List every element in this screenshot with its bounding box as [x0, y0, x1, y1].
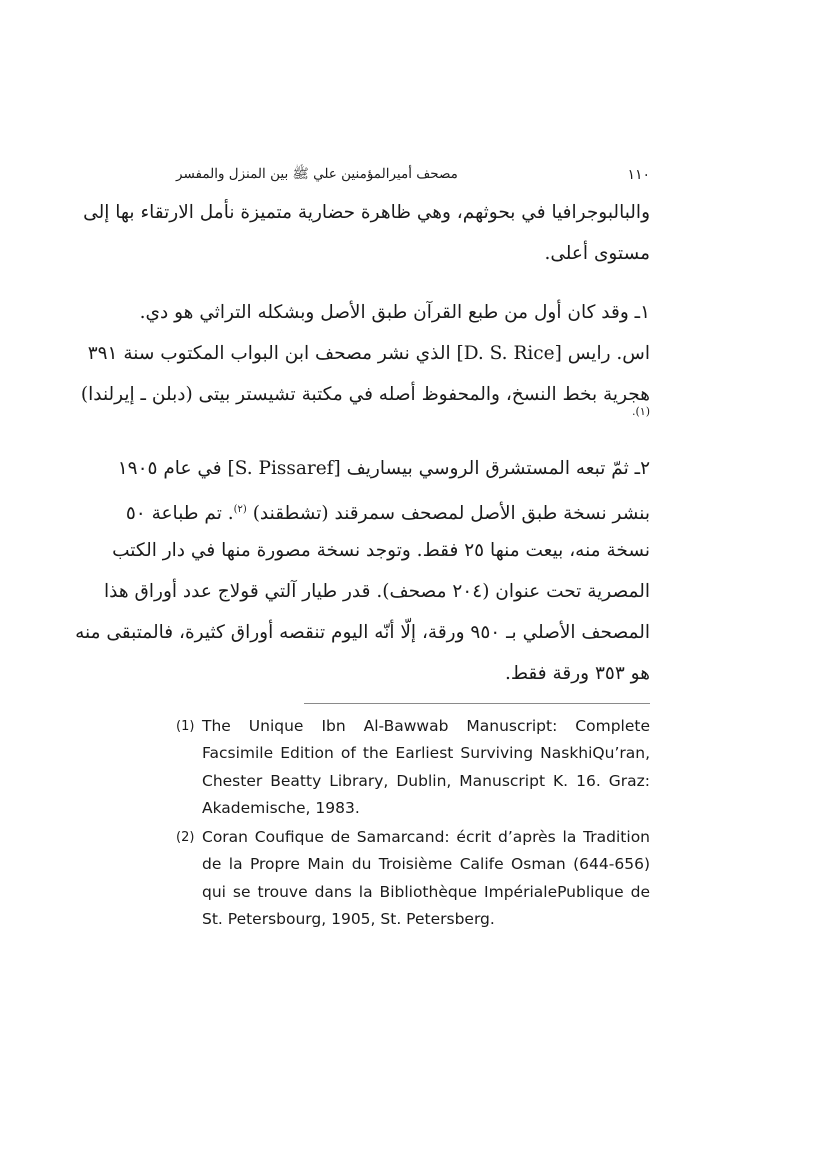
text-line: مستوى أعلى. — [544, 243, 650, 264]
text-line: نسخة منه، بيعت منها ٢٥ فقط. وتوجد نسخة مصورة منها في دار الكتب — [112, 540, 650, 561]
footnotes — [176, 713, 650, 935]
footnote-number: (1) — [176, 719, 195, 734]
text-line: المصرية تحت عنوان (٢٠٤ مصحف). قدر طيار آلتي قولاج عدد أوراق هذا — [104, 581, 650, 602]
footnote-text: The Unique Ibn Al-Bawwab Manuscript: Complete Facsimile Edition of the Earliest Surviving NaskhiQu’ran, Chester Beatty Library, Dublin, Manuscript K. 16. Graz: Akademische, 1983. — [202, 717, 650, 817]
text-line: ٢ـ ثمّ تبعه المستشرق الروسي بيساريف [S. Pissaref] في عام ١٩٠٥ — [117, 458, 650, 479]
text-line: والبالبوجرافيا في بحوثهم، وهي ظاهرة حضارية متميزة نأمل الارتقاء بها إلى — [83, 202, 650, 223]
footnote-text: Coran Coufique de Samarcand: écrit d’après la Tradition de la Propre Main du Troisième Calife Osman (644-656) qui se trouve dans la Bibliothèque ImpérialePublique de St. Petersbourg, 1905, St. Petersberg. — [202, 828, 650, 929]
intro-paragraph — [83, 192, 650, 274]
footnote-reference-1[interactable] — [632, 405, 650, 418]
footnote-1 — [176, 713, 650, 822]
footnote-separator — [304, 703, 650, 704]
running-title: مصحف أميرالمؤمنين علي ﷺ بين المنزل والمفسر — [176, 166, 458, 182]
running-header — [176, 162, 650, 188]
text-segment: بنشر نسخة طبق الأصل لمصحف سمرقند (تشطقند) — [252, 503, 650, 525]
footnote-2 — [176, 824, 650, 933]
text-line: هو ٣٥٣ ورقة فقط. — [504, 663, 650, 684]
text-segment: . تم طباعة ٥٠ — [125, 503, 234, 525]
text-line: اس. رايس [D. S. Rice] الذي نشر مصحف ابن البواب المكتوب سنة ٣٩١ — [87, 343, 650, 364]
page — [75, 0, 650, 1169]
footnote-number: (2) — [176, 830, 195, 846]
text-line: المصحف الأصلي بـ ٩٥٠ ورقة، إلّا أنّه اليوم تنقصه أوراق كثيرة، فالمتبقى منه — [75, 622, 650, 643]
paragraph-2 — [75, 448, 650, 694]
footnote-marker: (١) — [635, 405, 650, 418]
text-line: ١ـ وقد كان أول من طبع القرآن طبق الأصل وبشكله التراثي هو دي. — [139, 302, 650, 323]
page-number: ١١٠ — [627, 167, 650, 183]
end-punctuation: . — [631, 405, 636, 418]
text-line: هجرية بخط النسخ، والمحفوظ أصله في مكتبة تشيستر بيتى (دبلن ـ إيرلندا) — [80, 384, 650, 405]
text-line — [125, 489, 650, 530]
paragraph-1 — [80, 292, 650, 415]
footnote-reference-2[interactable]: (٢) — [233, 504, 247, 515]
